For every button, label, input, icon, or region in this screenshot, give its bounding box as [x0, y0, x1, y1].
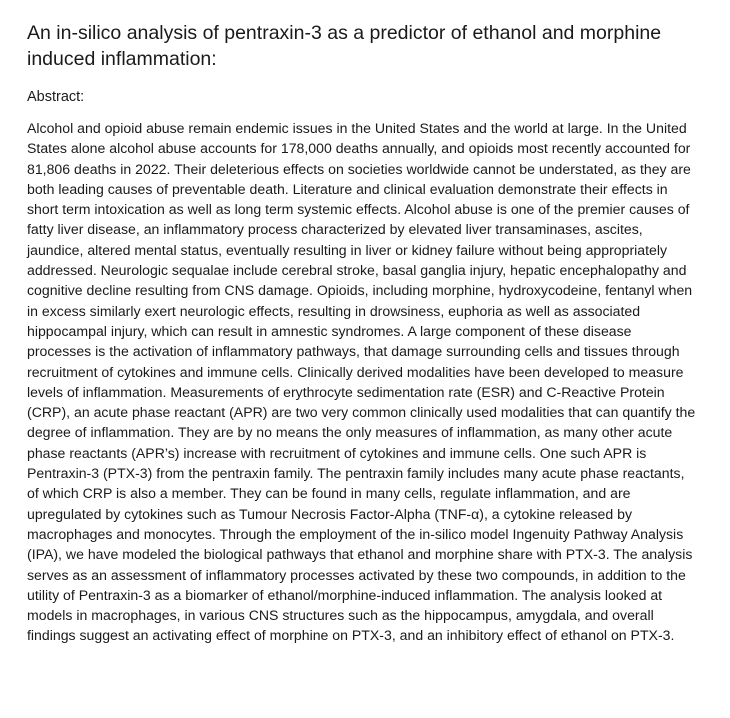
- document-title: An in-silico analysis of pentraxin-3 as a predictor of ethanol and morphine induced inflammation:: [27, 22, 662, 70]
- abstract-text: Alcohol and opioid abuse remain endemic issues in the United States and the world at large. In the United States alone alcohol abuse accounts for 178,000 deaths annually, and opioids most recently accounted for 81,806 deaths in 2022. Their deleterious effects on societies worldwide cannot be understated, as they are both leading causes of preventable death. Literature and clinical evaluation demonstrate their effects in short term intoxication as well as long term systemic effects. Alcohol abuse is one of the premier causes of fatty liver disease, an inflammatory process characterized by elevated liver transaminases, ascites, jaundice, altered mental status, eventually resulting in liver or kidney failure without being appropriately addressed. Neurologic sequalae include cerebral stroke, basal ganglia injury, hepatic encephalopathy and cognitive decline resulting from CNS damage. Opioids, including morphine, hydroxycodeine, fentanyl when in excess similarly exert neurologic effects, resulting in drowsiness, euphoria as well as associated hippocampal injury, which can result in amnestic syndromes. A large component of these disease processes is the activation of inflammatory pathways, that damage surrounding cells and tissues through recruitment of cytokines and immune cells. Clinically derived modalities have been developed to measure levels of inflammation. Measurements of erythrocyte sedimentation rate (ESR) and C-Reactive Protein (CRP), an acute phase reactant (APR) are two very common clinically used modalities that can quantify the degree of inflammation. They are by no means the only measures of inflammation, as many other acute phase reactants (APR’s) increase with recruitment of cytokines and immune cells. One such APR is Pentraxin-3 (PTX-3) from the pentraxin family. The pentraxin family includes many acute phase reactants, of which CRP is also a member. They can be found in many cells, regulate inflammation, and are upregulated by cytokines such as Tumour Necrosis Factor-Alpha (TNF-α), a cytokine released by macrophages and monocytes. Through the employment of the in-silico model Ingenuity Pathway Analysis (IPA), we have modeled the biological pathways that ethanol and morphine share with PTX-3. The analysis serves as an assessment of inflammatory processes activated by these two compounds, in addition to the utility of Pentraxin-3 as a biomarker of ethanol/morphine-induced inflammation. The analysis looked at models in macrophages, in various CNS structures such as the hippocampus, amygdala, and overall findings suggest an activating effect of morphine on PTX-3, and an inhibitory effect of ethanol on PTX-3.: [27, 120, 696, 644]
- document: [27, 20, 697, 644]
- abstract-label: Abstract:: [27, 89, 85, 105]
